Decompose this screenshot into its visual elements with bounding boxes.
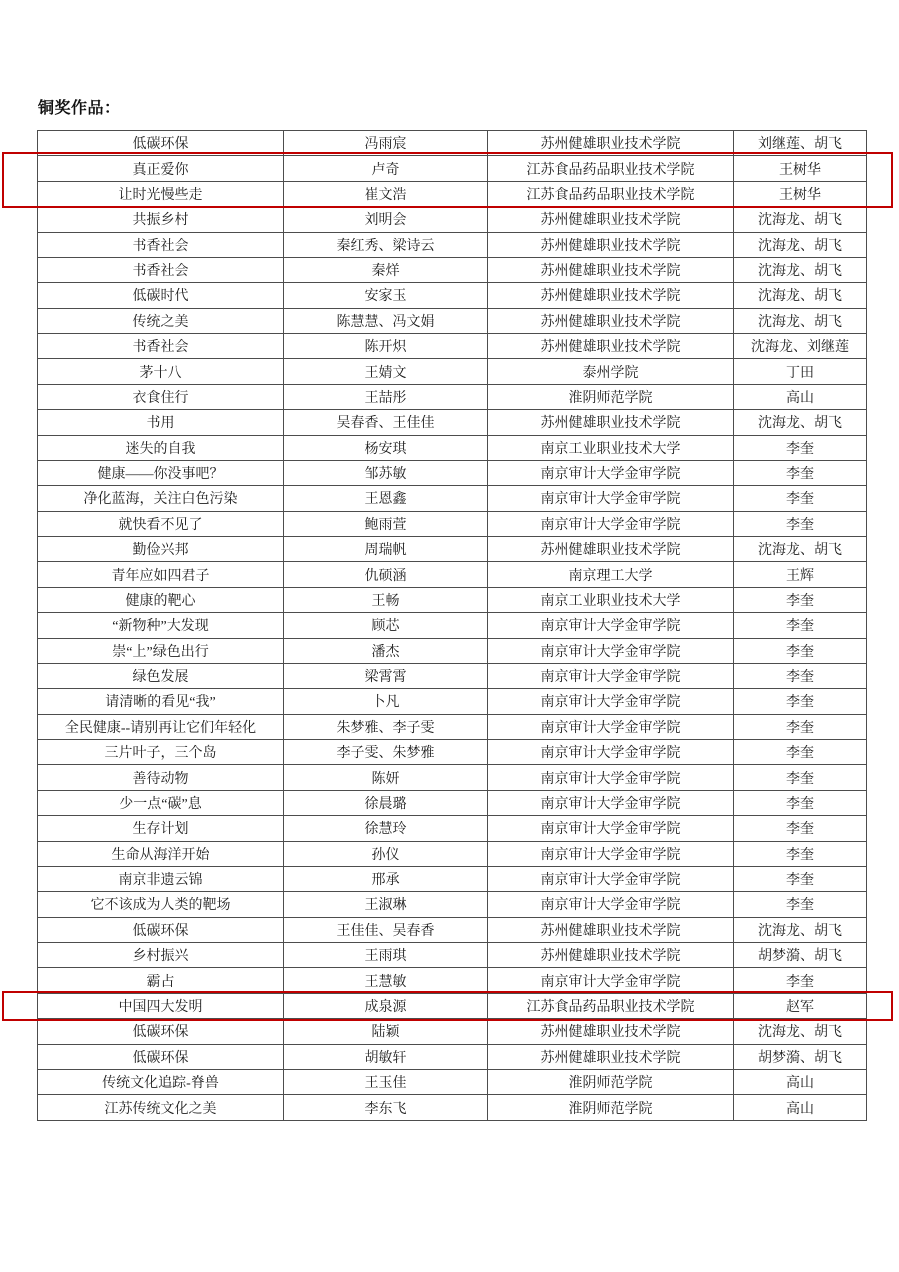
cell-work: 生命从海洋开始 bbox=[38, 841, 284, 866]
cell-advisors: 李奎 bbox=[734, 613, 867, 638]
table-row bbox=[38, 1069, 867, 1094]
cell-school: 苏州健雄职业技术学院 bbox=[488, 232, 734, 257]
cell-school: 南京审计大学金审学院 bbox=[488, 613, 734, 638]
table-row bbox=[38, 435, 867, 460]
cell-advisors: 李奎 bbox=[734, 892, 867, 917]
table-row bbox=[38, 1044, 867, 1069]
cell-school: 江苏食品药品职业技术学院 bbox=[488, 181, 734, 206]
awards-table bbox=[37, 130, 867, 1121]
cell-authors: 陈慧慧、冯文娟 bbox=[284, 308, 488, 333]
cell-work: 江苏传统文化之美 bbox=[38, 1095, 284, 1121]
cell-work: 青年应如四君子 bbox=[38, 562, 284, 587]
cell-authors: 陈开炽 bbox=[284, 334, 488, 359]
table-body bbox=[38, 131, 867, 1121]
cell-authors: 李子雯、朱梦雅 bbox=[284, 740, 488, 765]
cell-advisors: 沈海龙、胡飞 bbox=[734, 207, 867, 232]
cell-work: 全民健康--请别再让它们年轻化 bbox=[38, 714, 284, 739]
cell-school: 南京审计大学金审学院 bbox=[488, 816, 734, 841]
cell-school: 南京审计大学金审学院 bbox=[488, 511, 734, 536]
cell-authors: 潘杰 bbox=[284, 638, 488, 663]
cell-authors: 崔文浩 bbox=[284, 181, 488, 206]
cell-school: 苏州健雄职业技术学院 bbox=[488, 1019, 734, 1044]
cell-advisors: 高山 bbox=[734, 1095, 867, 1121]
cell-advisors: 李奎 bbox=[734, 765, 867, 790]
table-row bbox=[38, 537, 867, 562]
cell-advisors: 丁田 bbox=[734, 359, 867, 384]
table-row bbox=[38, 486, 867, 511]
table-row bbox=[38, 689, 867, 714]
cell-school: 南京理工大学 bbox=[488, 562, 734, 587]
cell-authors: 梁霄霄 bbox=[284, 663, 488, 688]
cell-advisors: 李奎 bbox=[734, 663, 867, 688]
cell-authors: 徐晨璐 bbox=[284, 790, 488, 815]
table-row bbox=[38, 968, 867, 993]
cell-authors: 王畅 bbox=[284, 587, 488, 612]
cell-advisors: 王树华 bbox=[734, 181, 867, 206]
cell-work: 传统文化追踪-脊兽 bbox=[38, 1069, 284, 1094]
cell-school: 苏州健雄职业技术学院 bbox=[488, 917, 734, 942]
table-row bbox=[38, 131, 867, 156]
cell-advisors: 李奎 bbox=[734, 435, 867, 460]
table-row bbox=[38, 257, 867, 282]
table-row bbox=[38, 714, 867, 739]
cell-advisors: 李奎 bbox=[734, 740, 867, 765]
cell-work: 生存计划 bbox=[38, 816, 284, 841]
cell-school: 南京审计大学金审学院 bbox=[488, 740, 734, 765]
cell-work: 书用 bbox=[38, 410, 284, 435]
table-row bbox=[38, 587, 867, 612]
cell-work: 共振乡村 bbox=[38, 207, 284, 232]
cell-advisors: 李奎 bbox=[734, 841, 867, 866]
table-row bbox=[38, 613, 867, 638]
cell-authors: 王佳佳、吴春香 bbox=[284, 917, 488, 942]
cell-advisors: 胡梦漪、胡飞 bbox=[734, 1044, 867, 1069]
cell-work: 霸占 bbox=[38, 968, 284, 993]
cell-school: 南京工业职业技术大学 bbox=[488, 587, 734, 612]
cell-school: 苏州健雄职业技术学院 bbox=[488, 131, 734, 156]
cell-work: 书香社会 bbox=[38, 257, 284, 282]
table-row bbox=[38, 841, 867, 866]
table-row bbox=[38, 943, 867, 968]
cell-authors: 李东飞 bbox=[284, 1095, 488, 1121]
cell-school: 苏州健雄职业技术学院 bbox=[488, 410, 734, 435]
cell-school: 南京工业职业技术大学 bbox=[488, 435, 734, 460]
cell-advisors: 李奎 bbox=[734, 587, 867, 612]
cell-authors: 刘明会 bbox=[284, 207, 488, 232]
table-row bbox=[38, 1095, 867, 1121]
cell-work: 低碳环保 bbox=[38, 1044, 284, 1069]
cell-advisors: 李奎 bbox=[734, 714, 867, 739]
cell-work: 让时光慢些走 bbox=[38, 181, 284, 206]
cell-school: 淮阴师范学院 bbox=[488, 1095, 734, 1121]
cell-work: 低碳时代 bbox=[38, 283, 284, 308]
cell-work: 善待动物 bbox=[38, 765, 284, 790]
cell-advisors: 赵军 bbox=[734, 993, 867, 1018]
cell-work: 书香社会 bbox=[38, 232, 284, 257]
cell-authors: 王雨琪 bbox=[284, 943, 488, 968]
table-row bbox=[38, 790, 867, 815]
cell-advisors: 沈海龙、胡飞 bbox=[734, 1019, 867, 1044]
table-row bbox=[38, 1019, 867, 1044]
cell-school: 苏州健雄职业技术学院 bbox=[488, 207, 734, 232]
cell-work: 少一点“碳”息 bbox=[38, 790, 284, 815]
cell-school: 南京审计大学金审学院 bbox=[488, 866, 734, 891]
cell-advisors: 李奎 bbox=[734, 486, 867, 511]
table-row bbox=[38, 410, 867, 435]
cell-school: 苏州健雄职业技术学院 bbox=[488, 283, 734, 308]
cell-school: 南京审计大学金审学院 bbox=[488, 689, 734, 714]
cell-authors: 邢承 bbox=[284, 866, 488, 891]
cell-school: 南京审计大学金审学院 bbox=[488, 486, 734, 511]
cell-advisors: 李奎 bbox=[734, 638, 867, 663]
cell-advisors: 李奎 bbox=[734, 460, 867, 485]
cell-authors: 王淑琳 bbox=[284, 892, 488, 917]
cell-authors: 王婧文 bbox=[284, 359, 488, 384]
table-row bbox=[38, 181, 867, 206]
cell-authors: 鲍雨萱 bbox=[284, 511, 488, 536]
cell-work: 请清晰的看见“我” bbox=[38, 689, 284, 714]
table-row bbox=[38, 460, 867, 485]
cell-advisors: 高山 bbox=[734, 384, 867, 409]
cell-work: 勤俭兴邦 bbox=[38, 537, 284, 562]
cell-work: 传统之美 bbox=[38, 308, 284, 333]
cell-authors: 朱梦雅、李子雯 bbox=[284, 714, 488, 739]
cell-school: 南京审计大学金审学院 bbox=[488, 765, 734, 790]
cell-work: 南京非遗云锦 bbox=[38, 866, 284, 891]
cell-authors: 邹苏敏 bbox=[284, 460, 488, 485]
table-row bbox=[38, 232, 867, 257]
cell-authors: 吴春香、王佳佳 bbox=[284, 410, 488, 435]
cell-work: 健康的靶心 bbox=[38, 587, 284, 612]
table-row bbox=[38, 283, 867, 308]
table-row bbox=[38, 740, 867, 765]
cell-work: 书香社会 bbox=[38, 334, 284, 359]
cell-authors: 卜凡 bbox=[284, 689, 488, 714]
cell-authors: 王恩鑫 bbox=[284, 486, 488, 511]
cell-work: “新物种”大发现 bbox=[38, 613, 284, 638]
cell-work: 净化蓝海，关注白色污染 bbox=[38, 486, 284, 511]
cell-authors: 周瑞帆 bbox=[284, 537, 488, 562]
cell-authors: 成泉源 bbox=[284, 993, 488, 1018]
cell-work: 绿色发展 bbox=[38, 663, 284, 688]
cell-work: 茅十八 bbox=[38, 359, 284, 384]
cell-school: 淮阴师范学院 bbox=[488, 1069, 734, 1094]
table-row bbox=[38, 993, 867, 1018]
section-title: 铜奖作品： bbox=[38, 100, 121, 117]
cell-school: 淮阴师范学院 bbox=[488, 384, 734, 409]
cell-advisors: 李奎 bbox=[734, 689, 867, 714]
cell-authors: 卢奇 bbox=[284, 156, 488, 181]
cell-work: 中国四大发明 bbox=[38, 993, 284, 1018]
cell-authors: 王慧敏 bbox=[284, 968, 488, 993]
cell-authors: 王喆彤 bbox=[284, 384, 488, 409]
table-row bbox=[38, 511, 867, 536]
cell-work: 低碳环保 bbox=[38, 917, 284, 942]
cell-work: 迷失的自我 bbox=[38, 435, 284, 460]
table-row bbox=[38, 638, 867, 663]
table-row bbox=[38, 663, 867, 688]
cell-authors: 陈妍 bbox=[284, 765, 488, 790]
cell-authors: 仇硕涵 bbox=[284, 562, 488, 587]
cell-school: 南京审计大学金审学院 bbox=[488, 968, 734, 993]
cell-school: 南京审计大学金审学院 bbox=[488, 841, 734, 866]
cell-advisors: 沈海龙、胡飞 bbox=[734, 917, 867, 942]
table-row bbox=[38, 816, 867, 841]
cell-advisors: 沈海龙、胡飞 bbox=[734, 232, 867, 257]
cell-work: 就快看不见了 bbox=[38, 511, 284, 536]
cell-authors: 孙仪 bbox=[284, 841, 488, 866]
table-row bbox=[38, 917, 867, 942]
table-row bbox=[38, 384, 867, 409]
cell-advisors: 李奎 bbox=[734, 790, 867, 815]
cell-advisors: 沈海龙、刘继莲 bbox=[734, 334, 867, 359]
cell-authors: 王玉佳 bbox=[284, 1069, 488, 1094]
cell-advisors: 李奎 bbox=[734, 816, 867, 841]
cell-work: 三片叶子，三个岛 bbox=[38, 740, 284, 765]
cell-school: 南京审计大学金审学院 bbox=[488, 892, 734, 917]
cell-work: 乡村振兴 bbox=[38, 943, 284, 968]
cell-advisors: 王辉 bbox=[734, 562, 867, 587]
cell-advisors: 沈海龙、胡飞 bbox=[734, 410, 867, 435]
table-row bbox=[38, 562, 867, 587]
cell-work: 真正爱你 bbox=[38, 156, 284, 181]
cell-school: 苏州健雄职业技术学院 bbox=[488, 257, 734, 282]
cell-advisors: 沈海龙、胡飞 bbox=[734, 537, 867, 562]
cell-work: 低碳环保 bbox=[38, 131, 284, 156]
cell-school: 苏州健雄职业技术学院 bbox=[488, 308, 734, 333]
cell-school: 江苏食品药品职业技术学院 bbox=[488, 156, 734, 181]
cell-authors: 杨安琪 bbox=[284, 435, 488, 460]
cell-school: 南京审计大学金审学院 bbox=[488, 638, 734, 663]
cell-school: 南京审计大学金审学院 bbox=[488, 460, 734, 485]
cell-school: 苏州健雄职业技术学院 bbox=[488, 1044, 734, 1069]
cell-advisors: 高山 bbox=[734, 1069, 867, 1094]
cell-work: 健康——你没事吧？ bbox=[38, 460, 284, 485]
table-row bbox=[38, 334, 867, 359]
cell-work: 它不该成为人类的靶场 bbox=[38, 892, 284, 917]
cell-authors: 安家玉 bbox=[284, 283, 488, 308]
table-row bbox=[38, 866, 867, 891]
cell-authors: 徐慧玲 bbox=[284, 816, 488, 841]
table-row bbox=[38, 207, 867, 232]
cell-advisors: 李奎 bbox=[734, 866, 867, 891]
cell-advisors: 沈海龙、胡飞 bbox=[734, 308, 867, 333]
cell-advisors: 沈海龙、胡飞 bbox=[734, 283, 867, 308]
cell-advisors: 李奎 bbox=[734, 968, 867, 993]
cell-advisors: 刘继莲、胡飞 bbox=[734, 131, 867, 156]
cell-authors: 冯雨宸 bbox=[284, 131, 488, 156]
table-row bbox=[38, 359, 867, 384]
cell-school: 苏州健雄职业技术学院 bbox=[488, 334, 734, 359]
cell-authors: 顾芯 bbox=[284, 613, 488, 638]
cell-school: 苏州健雄职业技术学院 bbox=[488, 537, 734, 562]
cell-advisors: 胡梦漪、胡飞 bbox=[734, 943, 867, 968]
cell-school: 南京审计大学金审学院 bbox=[488, 790, 734, 815]
cell-authors: 胡敏轩 bbox=[284, 1044, 488, 1069]
cell-school: 南京审计大学金审学院 bbox=[488, 663, 734, 688]
cell-advisors: 李奎 bbox=[734, 511, 867, 536]
table-row bbox=[38, 308, 867, 333]
cell-advisors: 王树华 bbox=[734, 156, 867, 181]
cell-school: 苏州健雄职业技术学院 bbox=[488, 943, 734, 968]
cell-work: 崇“上”绿色出行 bbox=[38, 638, 284, 663]
cell-authors: 陆颖 bbox=[284, 1019, 488, 1044]
table-row bbox=[38, 892, 867, 917]
cell-authors: 秦红秀、梁诗云 bbox=[284, 232, 488, 257]
table-row bbox=[38, 156, 867, 181]
cell-authors: 秦烊 bbox=[284, 257, 488, 282]
cell-school: 泰州学院 bbox=[488, 359, 734, 384]
cell-school: 南京审计大学金审学院 bbox=[488, 714, 734, 739]
cell-school: 江苏食品药品职业技术学院 bbox=[488, 993, 734, 1018]
cell-advisors: 沈海龙、胡飞 bbox=[734, 257, 867, 282]
cell-work: 衣食住行 bbox=[38, 384, 284, 409]
cell-work: 低碳环保 bbox=[38, 1019, 284, 1044]
table-row bbox=[38, 765, 867, 790]
